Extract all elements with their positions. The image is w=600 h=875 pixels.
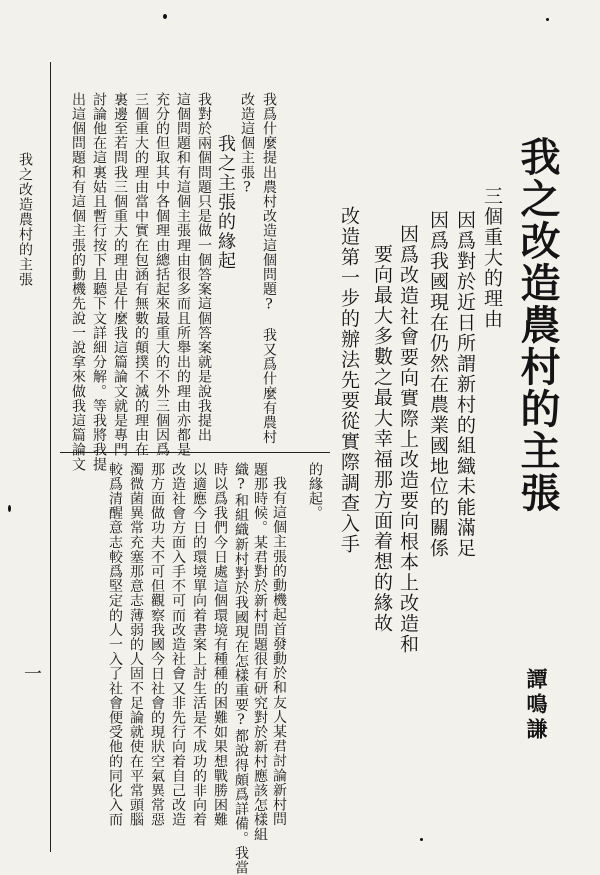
body-line: 時以爲我們今日處這個環境有種種的困難如果想戰勝困難: [212, 462, 228, 827]
body-line: 討論他在這裏姑且暫行按下且聽下文詳細分解。等我將我提: [91, 92, 107, 472]
scan-speck: [546, 18, 549, 21]
article-title: 我之改造農村的主張: [514, 136, 561, 514]
heading-line: 要向最大多數之最大幸福那方面着想的緣故: [371, 244, 393, 634]
scan-speck: [420, 838, 423, 841]
body-line: 以適應今日的環境單向着書案上討生活是不成功的非向着: [191, 462, 207, 827]
page-number: 一: [21, 664, 42, 682]
heading-line: 改造第一步的辦法先要從實際調查入手: [338, 206, 360, 555]
body-line: 的緣起。: [307, 462, 323, 521]
body-line: 充分的但取其中各個理由總括起來最重大的不外三個因爲: [154, 92, 170, 457]
body-line: 改造社會方面入手不可而改造社會又非先行向着自己改造: [170, 462, 186, 827]
body-line: 較爲清醒意志較爲堅定的人一入了社會便受他的同化入而: [107, 462, 123, 827]
body-line: 我爲什麼提出農村改造這個問題? 我又爲什麼有農村: [261, 92, 277, 445]
body-line: 我有這個主張的動機起首發動於和友人某君討論新村問: [271, 476, 287, 827]
scan-speck: [8, 505, 11, 512]
heading-line: 三個重大的理由: [481, 186, 503, 330]
body-line: 濁微菌異常充塞那意志薄弱的人固不足論就使在平常頭腦: [128, 462, 144, 827]
body-line: 三個重大的理由當中實在包涵有無數的顛撲不滅的理由在: [133, 92, 149, 457]
body-line: 織?和組織新村對於我國現在怎樣重要?都說得頗爲詳備。我當: [233, 462, 249, 875]
body-line: 題那時候。某君對於新村問題很有研究對於新村應該怎樣組: [252, 462, 268, 842]
body-line: 出這個問題和有這個主張的動機先說一說拿來做我這篇論文: [70, 92, 86, 472]
body-line: 改造這個主張?: [239, 92, 255, 197]
heading-line: 因爲改造社會要向實際上改造要向根本上改造和: [397, 224, 419, 655]
body-line: 我對於兩個問題只是做一個答案這個答案就是說我提出: [196, 92, 212, 443]
heading-line: 因爲我國現在仍然在農業國地位的關係: [427, 210, 449, 559]
running-header: 我之改造農村的主張: [17, 152, 33, 287]
body-line: 那方面做功夫不可但觀察我國今日社會的現狀空氣異常惡: [149, 462, 165, 827]
body-line: 裏邊至若問我三個重大的理由是什麼我這篇論文就是專門: [112, 92, 128, 457]
body-line: 這個問題和有這個主張理由很多而且所舉出的理由亦都是: [175, 92, 191, 457]
margin-rule: [50, 62, 51, 852]
author-name: 譚鳴謙: [524, 668, 549, 743]
scan-speck: [163, 14, 167, 19]
section-heading: 我之主張的緣起: [215, 134, 236, 271]
heading-line: 因爲對於近日所謂新村的組織未能滿足: [454, 210, 476, 559]
